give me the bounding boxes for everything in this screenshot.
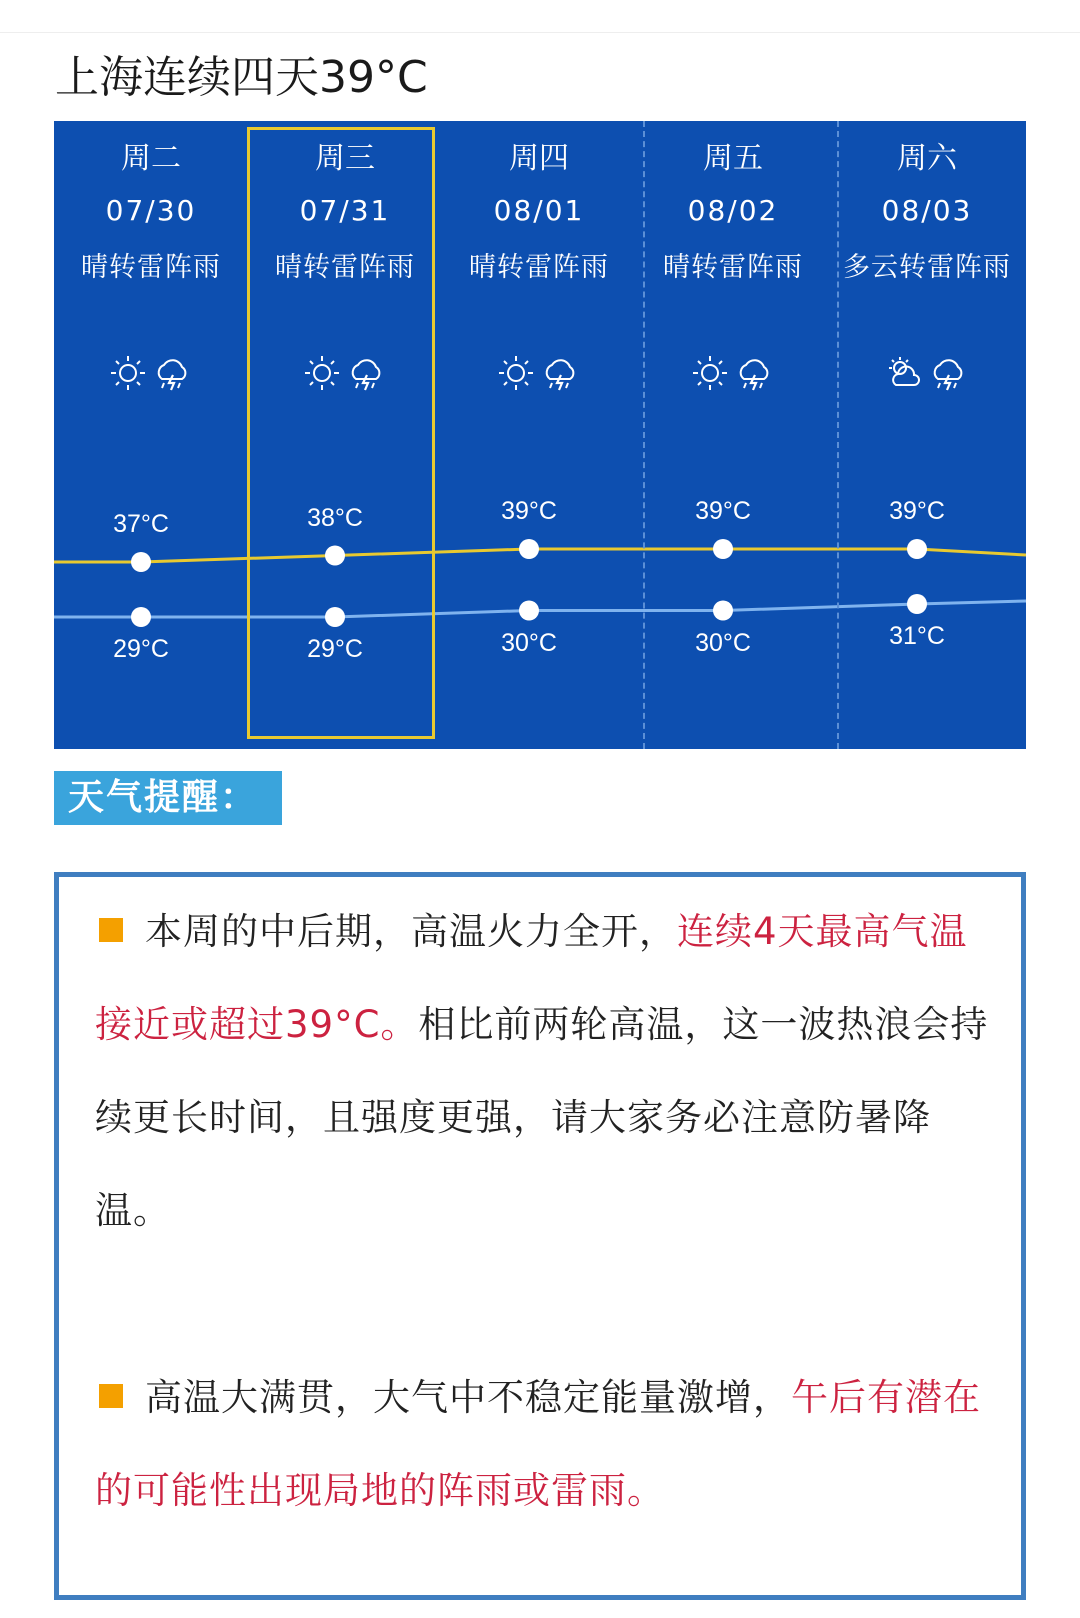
weather-reminder-box <box>54 872 1026 1600</box>
day-condition: 晴转雷阵雨 <box>81 252 221 283</box>
low-temp-label: 29°C <box>307 635 363 663</box>
square-bullet-icon <box>99 1384 123 1408</box>
thunderstorm-icon <box>159 360 186 390</box>
thunderstorm-icon <box>547 360 574 390</box>
high-temp-label: 39°C <box>695 497 751 525</box>
article-title: 上海连续四天39°C <box>55 52 428 103</box>
thunderstorm-icon <box>741 360 768 390</box>
day-name: 周三 <box>315 141 375 176</box>
day-name: 周二 <box>121 141 181 176</box>
low-temp-label: 29°C <box>113 635 169 663</box>
day-date: 07/31 <box>299 194 391 227</box>
day-condition: 晴转雷阵雨 <box>469 252 609 283</box>
day-date: 08/02 <box>687 194 779 227</box>
weather-reminder-label: 天气提醒： <box>54 771 282 825</box>
day-date: 07/30 <box>105 194 197 227</box>
low-temp-label: 30°C <box>501 628 557 657</box>
weather-forecast-panel <box>54 121 1026 749</box>
thunderstorm-icon <box>935 360 962 390</box>
highlighted-text: 午后有潜在的可能性出现局地的阵雨或雷雨。 <box>95 1376 981 1512</box>
day-condition: 晴转雷阵雨 <box>663 252 803 283</box>
day-date: 08/03 <box>881 194 973 227</box>
top-divider <box>0 32 1080 33</box>
high-temp-label: 39°C <box>501 497 557 525</box>
day-condition: 晴转雷阵雨 <box>275 252 415 283</box>
low-temp-label: 31°C <box>889 622 945 650</box>
day-condition: 多云转雷阵雨 <box>843 252 1011 283</box>
day-date: 08/01 <box>493 194 585 227</box>
reminder-paragraph-1: 本周的中后期，高温火力全开，连续4天最高气温接近或超过39°C。相比前两轮高温，这一波热浪会持续更长时间，且强度更强，请大家务必注意防暑降温。 <box>95 910 989 1232</box>
high-temp-label: 38°C <box>307 503 363 532</box>
column-divider <box>643 121 645 749</box>
high-temp-label: 37°C <box>113 510 169 538</box>
sun-icon <box>499 356 533 390</box>
reminder-paragraph-2: 高温大满贯，大气中不稳定能量激增，午后有潜在的可能性出现局地的阵雨或雷雨。 <box>95 1376 981 1512</box>
low-temp-label: 30°C <box>695 628 751 657</box>
forecast-day-4 <box>830 121 1024 749</box>
day-name: 周四 <box>509 141 569 176</box>
day-name: 周五 <box>703 141 763 176</box>
partly-cloudy-icon <box>889 357 919 385</box>
highlighted-text: 连续4天最高气温接近或超过39°C。 <box>95 910 968 1046</box>
high-temp-label: 39°C <box>889 497 945 525</box>
square-bullet-icon <box>99 918 123 942</box>
column-divider <box>837 121 839 749</box>
day-name: 周六 <box>897 141 957 176</box>
sun-icon <box>693 356 727 390</box>
sun-icon <box>111 356 145 390</box>
